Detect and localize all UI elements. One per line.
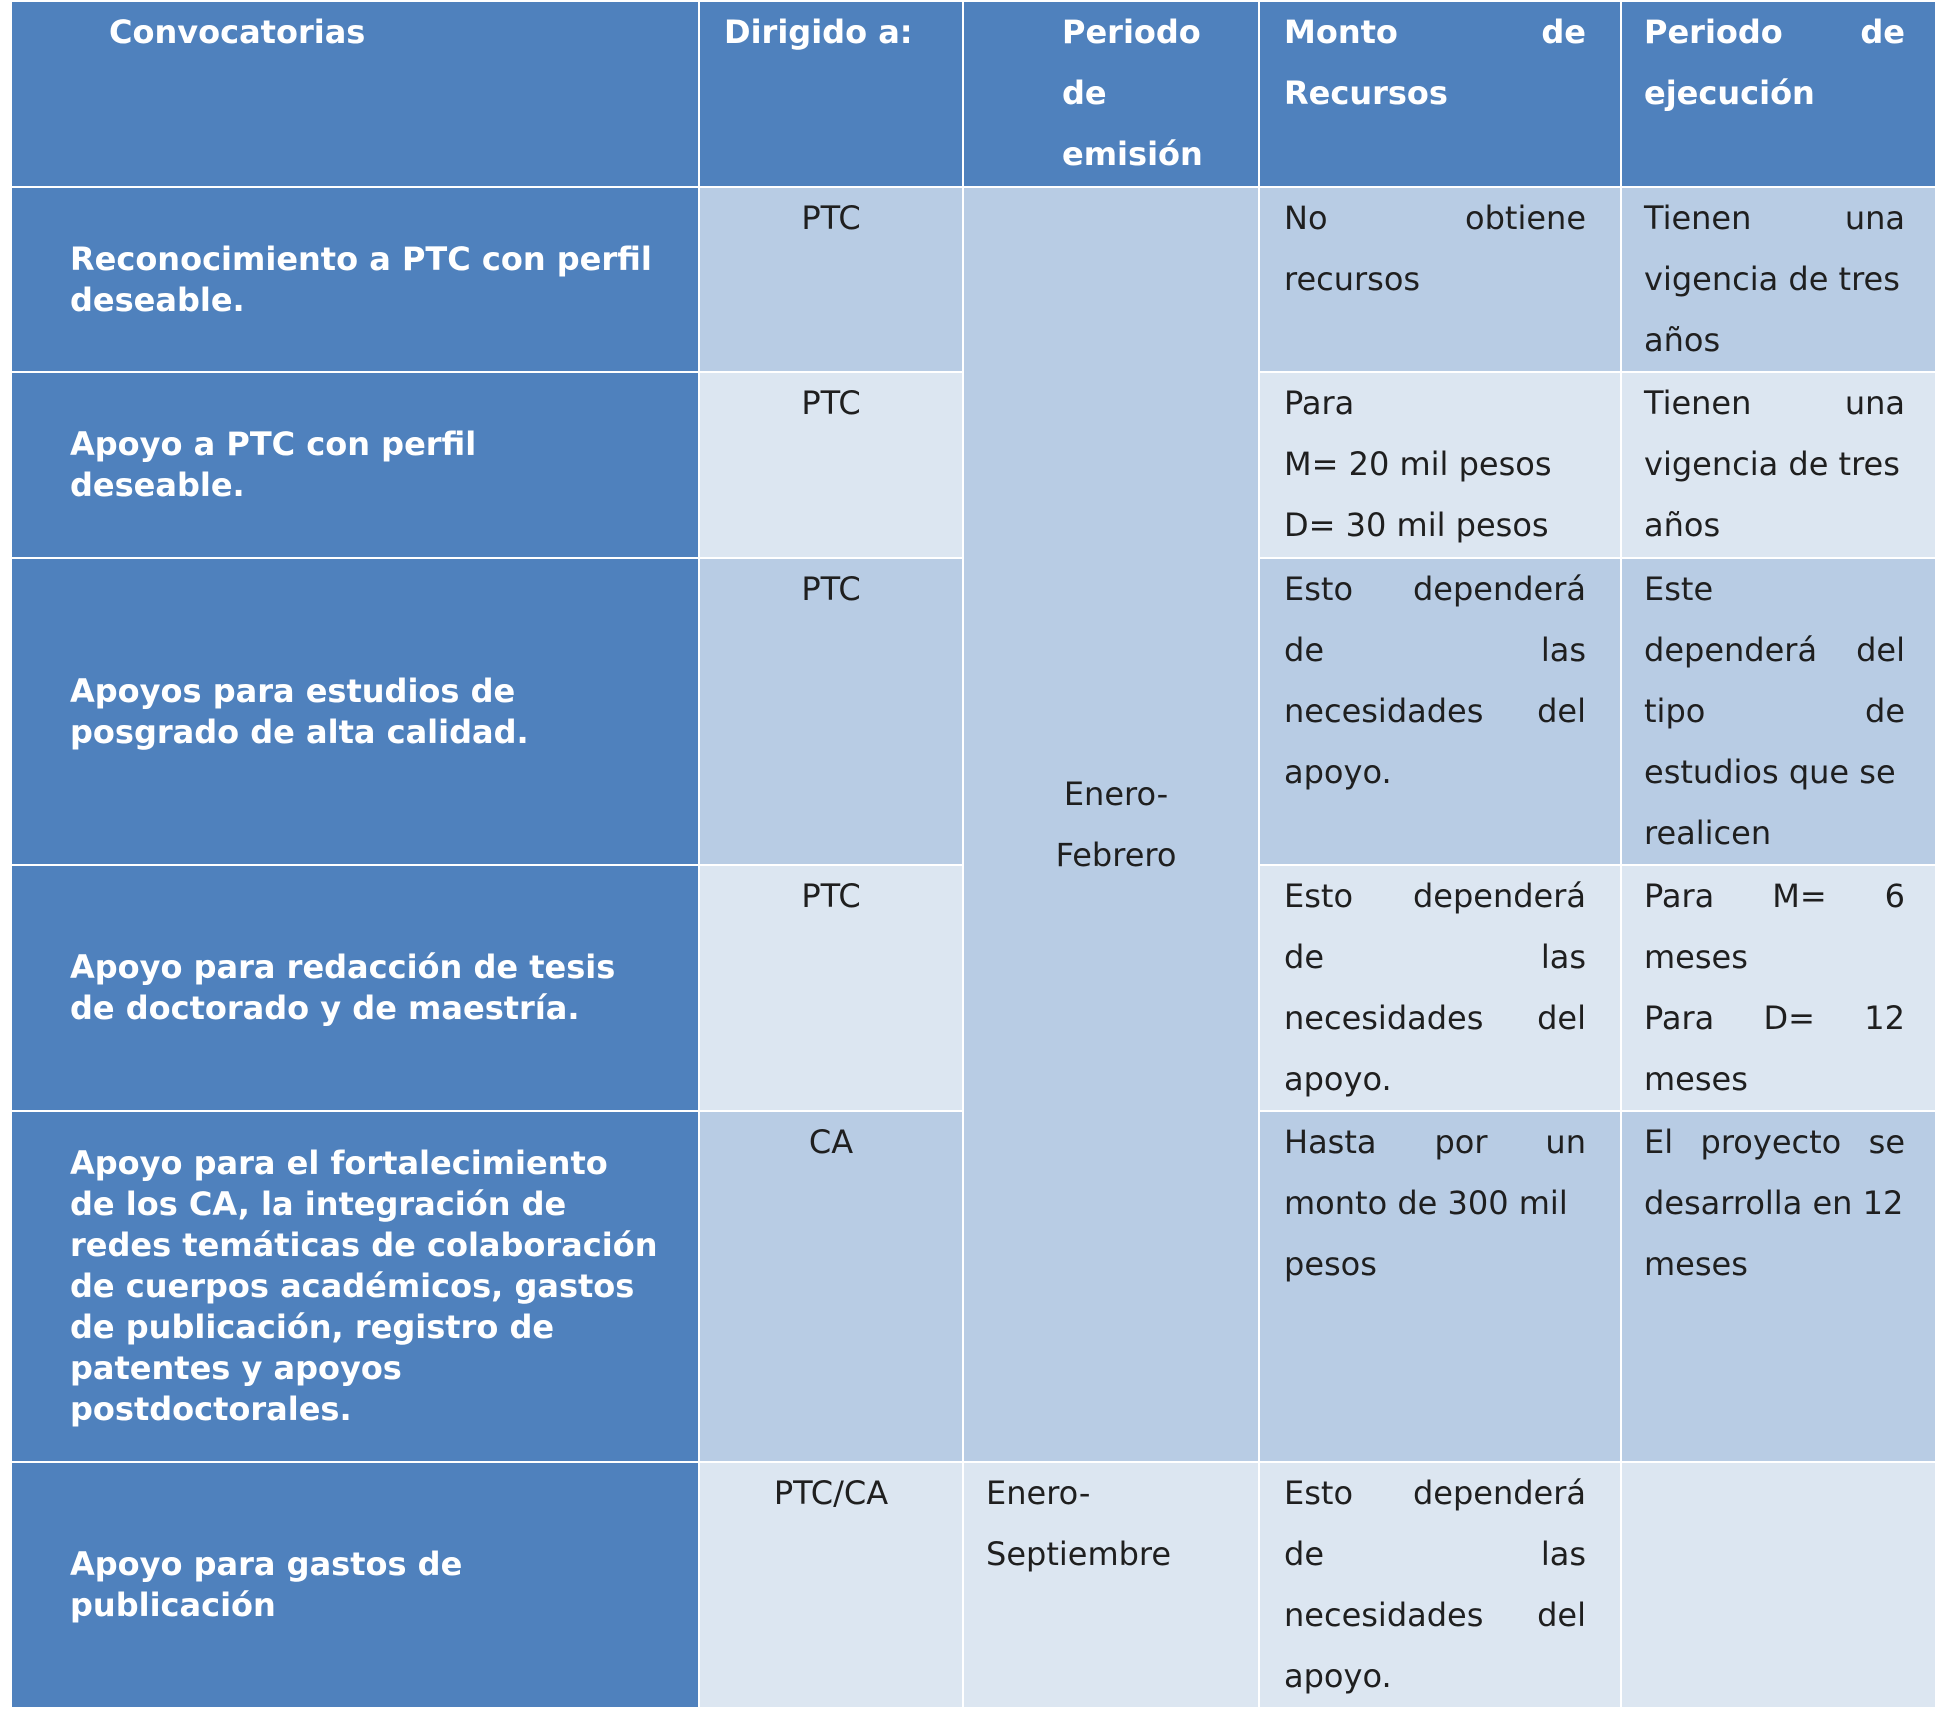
header-monto-line: Recursos [1284, 74, 1448, 112]
dirigido-cell: CA [699, 1111, 963, 1462]
header-monto-line: Monto de [1284, 13, 1586, 51]
table-row [11, 1462, 1935, 1708]
ejecucion-cell: Para M= 6 meses Para D= 12 meses [1621, 865, 1935, 1111]
header-ejecucion-line: Periodo de [1644, 13, 1905, 51]
monto-cell: Hasta por un monto de 300 mil pesos [1259, 1111, 1621, 1462]
monto-cell: No obtiene recursos [1259, 187, 1621, 372]
header-periodo-emision [963, 1, 1259, 187]
dirigido-cell: PTC [699, 865, 963, 1111]
monto-cell: Para M= 20 mil pesos D= 30 mil pesos [1259, 372, 1621, 558]
header-convocatorias: Convocatorias [11, 1, 699, 187]
periodo-emision-cell: Enero- Febrero [963, 187, 1259, 1462]
monto-cell: Esto dependerá de las necesidades del apoyo. [1259, 1462, 1621, 1708]
convocatoria-cell: Apoyo para redacción de tesis de doctorado y de maestría. [11, 865, 699, 1111]
convocatoria-cell: Reconocimiento a PTC con perfil deseable. [11, 187, 699, 372]
header-ejecucion-line: ejecución [1644, 74, 1815, 112]
header-emision-line: Periodo [1062, 13, 1201, 51]
header-monto-recursos [1259, 1, 1621, 187]
table-row [11, 187, 1935, 372]
monto-cell: Esto dependerá de las necesidades del apoyo. [1259, 558, 1621, 865]
convocatoria-cell: Apoyo para gastos de publicación [11, 1462, 699, 1708]
header-periodo-ejecucion [1621, 1, 1935, 187]
dirigido-cell: PTC/CA [699, 1462, 963, 1708]
ejecucion-cell: Este dependerá del tipo de estudios que se realicen [1621, 558, 1935, 865]
dirigido-cell: PTC [699, 187, 963, 372]
dirigido-cell: PTC [699, 372, 963, 558]
periodo-emision-cell: Enero- Septiembre [963, 1462, 1259, 1708]
convocatorias-table [10, 0, 1935, 1709]
ejecucion-cell [1621, 1462, 1935, 1708]
ejecucion-cell: El proyecto se desarrolla en 12 meses [1621, 1111, 1935, 1462]
ejecucion-cell: Tienen una vigencia de tres años [1621, 372, 1935, 558]
header-dirigido: Dirigido a: [699, 1, 963, 187]
header-emision-line: de [1062, 74, 1107, 112]
convocatoria-cell: Apoyo para el fortalecimiento de los CA, la integración de redes temáticas de colaboración de cuerpos académicos, gastos de publicación, registro de patentes y apoyos postdoctorales. [11, 1111, 699, 1462]
header-row [11, 1, 1935, 187]
convocatoria-cell: Apoyo a PTC con perfil deseable. [11, 372, 699, 558]
header-emision-line: emisión [1062, 135, 1203, 173]
monto-cell: Esto dependerá de las necesidades del apoyo. [1259, 865, 1621, 1111]
dirigido-cell: PTC [699, 558, 963, 865]
convocatoria-cell: Apoyos para estudios de posgrado de alta calidad. [11, 558, 699, 865]
ejecucion-cell: Tienen una vigencia de tres años [1621, 187, 1935, 372]
